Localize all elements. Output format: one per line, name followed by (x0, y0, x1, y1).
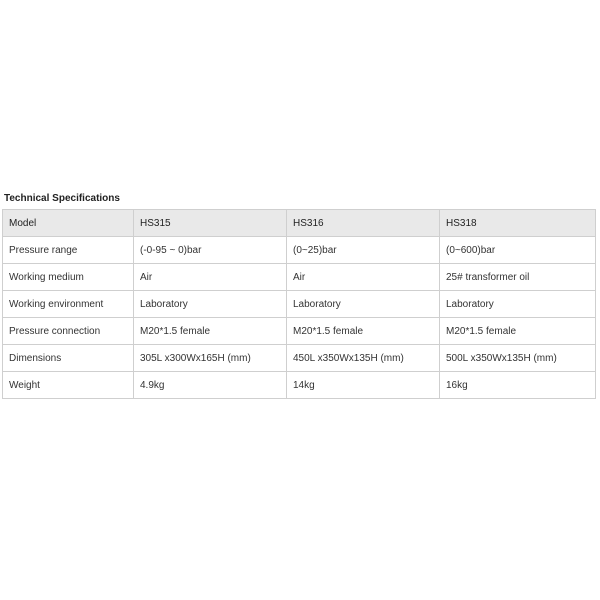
header-cell-hs318: HS318 (440, 210, 596, 237)
table-row (3, 291, 596, 318)
row-label-cell: Working medium (3, 264, 134, 291)
table-header-row (3, 210, 596, 237)
table-cell: Air (134, 264, 287, 291)
table-row (3, 264, 596, 291)
table-cell: 16kg (440, 372, 596, 399)
row-label-cell: Weight (3, 372, 134, 399)
table-row (3, 372, 596, 399)
section-title: Technical Specifications (4, 193, 120, 204)
table-cell: 500L x350Wx135H (mm) (440, 345, 596, 372)
row-label-cell: Pressure range (3, 237, 134, 264)
specifications-table (2, 209, 596, 399)
table-cell: M20*1.5 female (287, 318, 440, 345)
table-cell: 25# transformer oil (440, 264, 596, 291)
table-cell: Laboratory (134, 291, 287, 318)
table-cell: (-0-95 ~ 0)bar (134, 237, 287, 264)
header-cell-model: Model (3, 210, 134, 237)
table-cell: 450L x350Wx135H (mm) (287, 345, 440, 372)
table-cell: Laboratory (440, 291, 596, 318)
table-row (3, 318, 596, 345)
table-cell: 305L x300Wx165H (mm) (134, 345, 287, 372)
table-cell: 14kg (287, 372, 440, 399)
table-cell: Air (287, 264, 440, 291)
header-cell-hs315: HS315 (134, 210, 287, 237)
header-cell-hs316: HS316 (287, 210, 440, 237)
row-label-cell: Dimensions (3, 345, 134, 372)
table-cell: M20*1.5 female (134, 318, 287, 345)
table-row (3, 345, 596, 372)
table-row (3, 237, 596, 264)
table-cell: (0~25)bar (287, 237, 440, 264)
table-cell: (0~600)bar (440, 237, 596, 264)
table-cell: 4.9kg (134, 372, 287, 399)
row-label-cell: Working environment (3, 291, 134, 318)
table-cell: M20*1.5 female (440, 318, 596, 345)
table-cell: Laboratory (287, 291, 440, 318)
row-label-cell: Pressure connection (3, 318, 134, 345)
